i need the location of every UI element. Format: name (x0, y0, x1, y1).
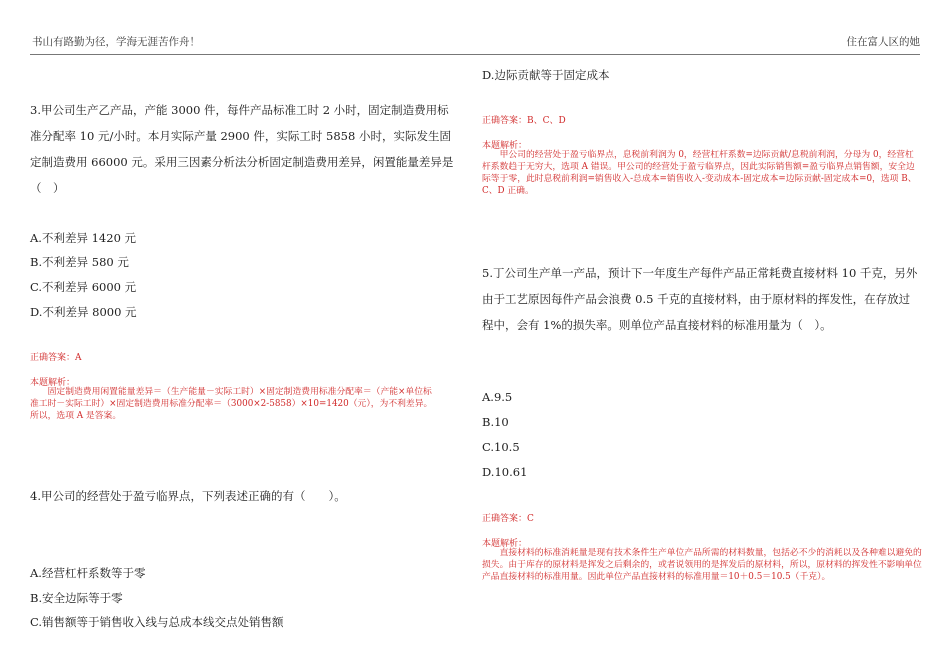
question-3-option-c: C.不利差异 6000 元 (30, 280, 137, 294)
header-divider (30, 54, 920, 55)
header-motto: 书山有路勤为径，学海无涯苦作舟！ (32, 36, 200, 48)
question-5-answer: 正确答案：C (482, 514, 534, 524)
question-3-option-d: D.不利差异 8000 元 (30, 305, 137, 319)
question-4-option-c: C.销售额等于销售收入线与总成本线交点处销售额 (30, 615, 284, 629)
question-3-stem: 3.甲公司生产乙产品，产能 3000 件，每件产品标准工时 2 小时，固定制造费用标准分配率 10 元/小时。本月实际产量 2900 件，实际工时 5858 小时，实际发生固定制造费用 66000 元。采用三因素分析法分析固定制造费用差异，闲置能量差异是（ ） (30, 103, 454, 195)
page-header (0, 0, 950, 56)
question-5-option-a: A.9.5 (482, 390, 513, 404)
question-3-option-a: A.不利差异 1420 元 (30, 231, 137, 245)
header-author: 住在富人区的她 (846, 36, 920, 48)
question-5-stem: 5.丁公司生产单一产品，预计下一年度生产每件产品正常耗费直接材料 10 千克，另外由于工艺原因每件产品会浪费 0.5 千克的直接材料，由于原材料的挥发性，在存放过程中，会有 1%的损失率。则单位产品直接材料的标准用量为（ ）。 (482, 266, 918, 332)
question-4-option-b: B.安全边际等于零 (30, 591, 123, 605)
question-5-option-c: C.10.5 (482, 440, 520, 454)
question-5-explanation-label: 本题解析： (482, 539, 528, 549)
question-4-option-a: A.经营杠杆系数等于零 (30, 566, 146, 580)
question-4-answer: 正确答案：B、C、D (482, 116, 566, 126)
question-5-explanation: 直接材料的标准消耗量是现有技术条件生产单位产品所需的材料数量，包括必不少的消耗以及各种难以避免的损失。由于库存的原材料是挥发之后剩余的，或者说领用的是挥发后的原材料，所以，原材料的挥发性不影响单位产品直接材料的标准用量。因此单位产品直接材料的标准用量＝10＋0.5＝10.5（千克）。 (482, 548, 922, 582)
question-3-explanation-label: 本题解析： (30, 378, 76, 388)
question-3-option-b: B.不利差异 580 元 (30, 255, 129, 269)
question-4-option-d: D.边际贡献等于固定成本 (482, 68, 610, 82)
question-4-stem: 4.甲公司的经营处于盈亏临界点，下列表述正确的有（ ）。 (30, 489, 346, 503)
question-3-explanation: 固定制造费用闲置能量差异＝（生产能量－实际工时）×固定制造费用标准分配率＝（产能×单位标准工时－实际工时）×固定制造费用标准分配率＝（3000×2-5858）×10=1420（元），为不利差异。所以，选项 A 是答案。 (30, 387, 433, 421)
question-3-answer: 正确答案：A (30, 353, 82, 363)
question-4-explanation: 甲公司的经营处于盈亏临界点，息税前利润为 0，经营杠杆系数=边际贡献/息税前利润，分母为 0，经营杠杆系数趋于无穷大，选项 A 错误。甲公司的经营处于盈亏临界点，因此实际销售额=盈亏临界点销售额，安全边际等于零，此时息税前利润=销售收入-总成本=销售收入-变动成本-固定成本=边际贡献-固定成本=0，选项 B、C、D 正确。 (482, 150, 917, 196)
question-5-option-d: D.10.61 (482, 465, 528, 479)
question-4-explanation-label: 本题解析： (482, 141, 528, 151)
question-5-option-b: B.10 (482, 415, 509, 429)
